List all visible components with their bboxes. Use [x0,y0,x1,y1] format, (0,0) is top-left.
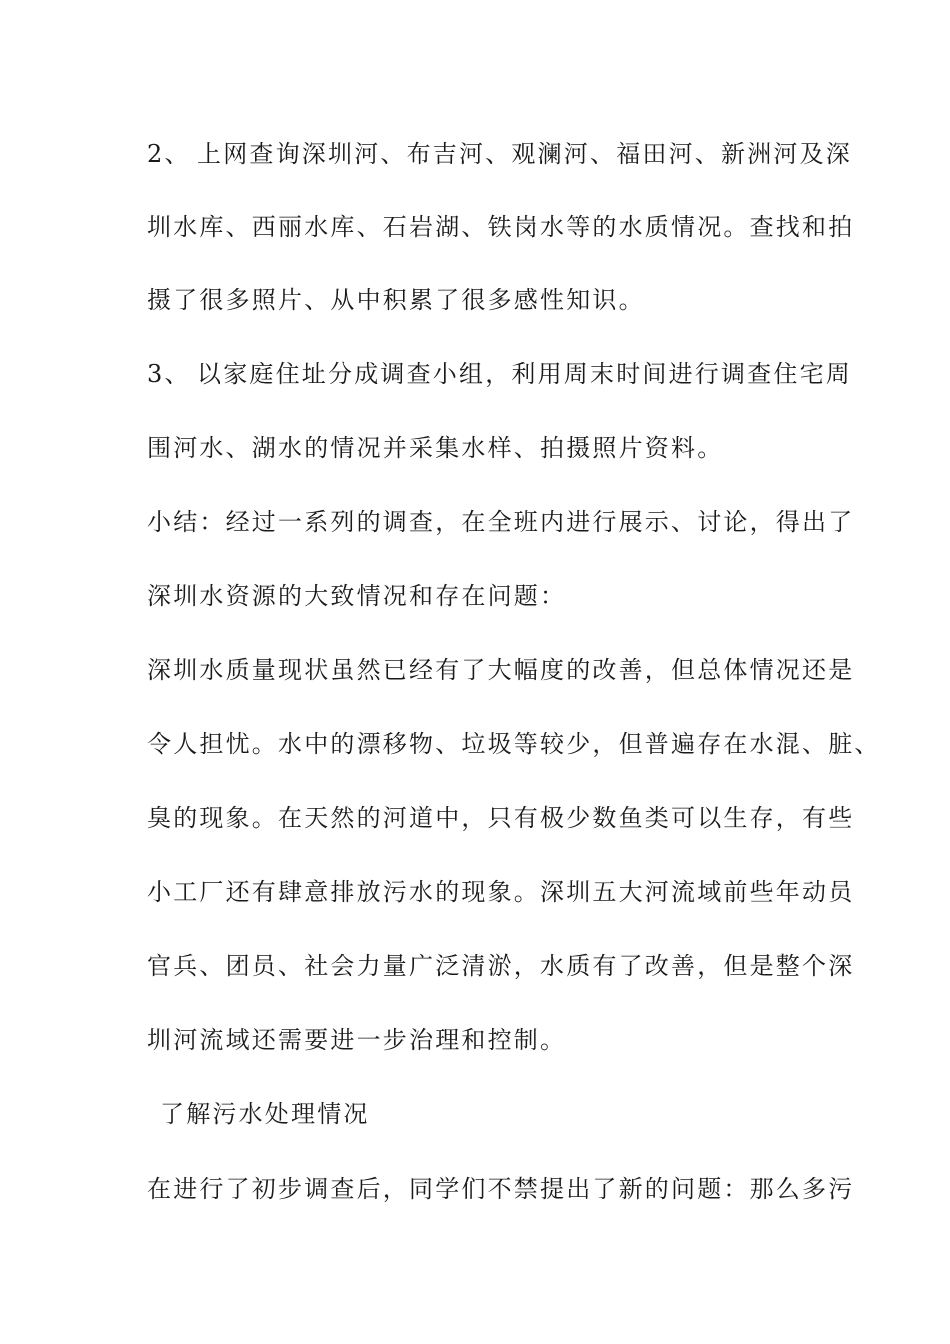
body-line-1: 深圳水质量现状虽然已经有了大幅度的改善，但总体情况还是 [147,656,855,684]
paragraph-line-5: 围河水、湖水的情况并采集水样、拍摄照片资料。 [147,434,724,462]
body-line-6: 圳河流域还需要进一步治理和控制。 [147,1026,567,1054]
summary-line-2: 深圳水资源的大致情况和存在问题： [147,582,567,610]
body-line-3: 臭的现象。在天然的河道中，只有极少数鱼类可以生存，有些 [147,804,855,832]
section-heading: 了解污水处理情况 [160,1100,370,1128]
paragraph-line-2: 圳水库、西丽水库、石岩湖、铁岗水等的水质情况。查找和拍 [147,213,855,241]
body-line-4: 小工厂还有肆意排放污水的现象。深圳五大河流域前些年动员 [147,878,855,906]
paragraph-line-3: 摄了很多照片、从中积累了很多感性知识。 [147,286,645,314]
line-text: 以家庭住址分成调查小组，利用周末时间进行调查住宅周 [197,360,852,388]
paragraph-line-4 [147,359,852,389]
list-number: 2、 [147,140,191,168]
body-line-7: 在进行了初步调查后，同学们不禁提出了新的问题：那么多污 [147,1175,855,1203]
body-line-5: 官兵、团员、社会力量广泛清淤，水质有了改善，但是整个深 [147,952,855,980]
body-line-2: 令人担忧。水中的漂移物、垃圾等较少，但普遍存在水混、脏、 [147,730,881,758]
summary-line-1: 小结：经过一系列的调查，在全班内进行展示、讨论，得出了 [147,508,855,536]
list-number: 3、 [147,360,191,388]
paragraph-line-1 [147,139,852,169]
line-text: 上网查询深圳河、布吉河、观澜河、福田河、新洲河及深 [197,140,852,168]
